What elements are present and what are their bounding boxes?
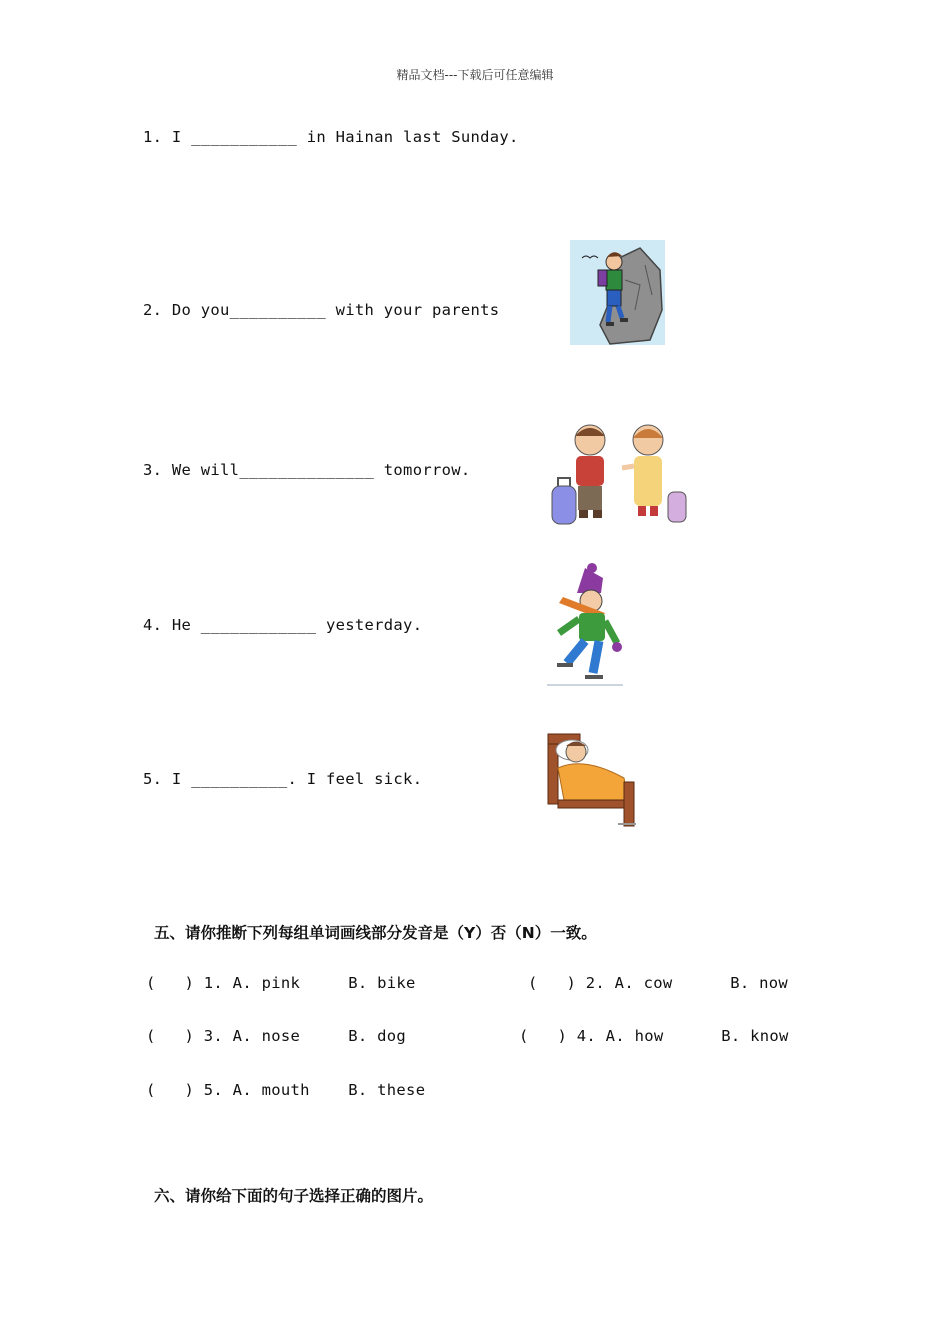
pronunciation-item-2: ( ) 2. A. cow B. now (528, 974, 789, 992)
section-6-title: 六、请你给下面的句子选择正确的图片。 (154, 1187, 434, 1205)
question-4: 4. He ____________ yesterday. (143, 616, 423, 634)
page-header: 精品文档---下载后可任意编辑 (396, 68, 554, 82)
question-3: 3. We will______________ tomorrow. (143, 461, 471, 479)
question-2: 2. Do you__________ with your parents (143, 301, 500, 319)
section-5-title: 五、请你推断下列每组单词画线部分发音是（Y）否（N）一致。 (154, 924, 597, 942)
question-1: 1. I ___________ in Hainan last Sunday. (143, 128, 519, 146)
question-5: 5. I __________. I feel sick. (143, 770, 423, 788)
pronunciation-item-1: ( ) 1. A. pink B. bike (146, 974, 416, 992)
pronunciation-item-4: ( ) 4. A. how B. know (519, 1027, 789, 1045)
travel-couple-image (548, 420, 693, 530)
climbing-boy-image (570, 240, 665, 345)
sick-child-in-bed-image (544, 728, 639, 830)
pronunciation-item-3: ( ) 3. A. nose B. dog (146, 1027, 407, 1045)
pronunciation-item-5: ( ) 5. A. mouth B. these (146, 1081, 426, 1099)
skating-boy-image (545, 563, 625, 688)
